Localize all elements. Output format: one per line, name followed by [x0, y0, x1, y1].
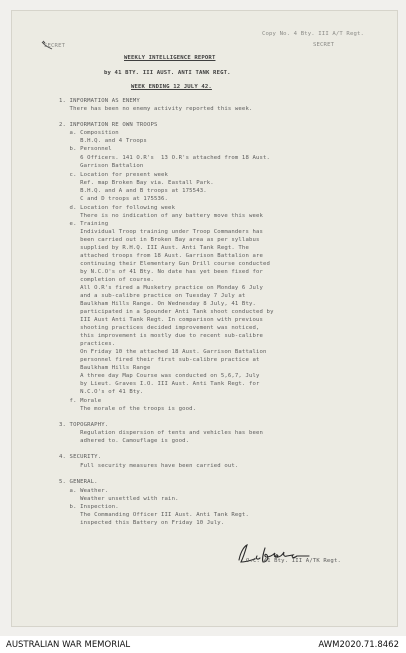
body-line: and a sub-calibre practice on Tuesday 7 July at — [59, 293, 246, 299]
body-line: Regulation dispersion of tents and vehicles has been — [59, 430, 264, 436]
body-line: attached troops from 18 Aust. Garrison Battalion are — [59, 253, 264, 259]
body-line: a. Weather. — [59, 488, 109, 494]
body-line: The morale of the troops is good. — [59, 406, 197, 412]
classification-right: SECRET — [313, 42, 335, 48]
classification-left: SECRET — [44, 43, 66, 49]
body-line: There has been no enemy activity reported this week. — [59, 106, 253, 112]
report-text — [11, 10, 398, 627]
section-heading: 1. INFORMATION AS ENEMY — [59, 98, 140, 104]
body-line: On Friday 10 the attached 18 Aust. Garrison Battalion — [59, 349, 267, 355]
body-line: III Aust Anti Tank Regt. In comparison with previous — [59, 317, 264, 323]
handwritten-signature — [231, 540, 341, 570]
report-unit: by 41 BTY. III AUST. ANTI TANK REGT. — [104, 70, 231, 76]
body-line: by Lieut. Graves I.O. III Aust. Anti Tank Regt. for — [59, 381, 260, 387]
week-ending: WEEK ENDING 12 JULY 42. — [131, 84, 212, 90]
body-line: 6 Officers. 141 O.R's 13 O.R's attached from 18 Aust. — [59, 155, 271, 161]
report-title: WEEKLY INTELLIGENCE REPORT — [124, 55, 216, 61]
section-heading: 4. SECURITY. — [59, 454, 102, 460]
body-line: Full security measures have been carried out. — [59, 463, 239, 469]
body-line: B.H.Q. and 4 Troops — [59, 138, 147, 144]
body-line: practices. — [59, 341, 116, 347]
body-line: c. Location for present week — [59, 172, 169, 178]
body-line: adhered to. Camouflage is good. — [59, 438, 190, 444]
body-line: Individual Troop training under Troop Commanders has — [59, 229, 264, 235]
body-line: Weather unsettled with rain. — [59, 496, 179, 502]
copy-reference: Copy No. 4 Bty. III A/T Regt. — [262, 31, 365, 37]
archive-footer — [0, 636, 406, 653]
body-line: d. Location for following week — [59, 205, 176, 211]
body-line: supplied by R.H.Q. III Aust. Anti Tank Regt. The — [59, 245, 249, 251]
body-line: f. Morale — [59, 398, 102, 404]
body-line: completion of course. — [59, 277, 154, 283]
body-line: shooting practices decided improvement was noticed, — [59, 325, 260, 331]
section-heading: 2. INFORMATION RE OWN TROOPS — [59, 122, 158, 128]
body-line: been carried out in Broken Bay area as per syllabus — [59, 237, 260, 243]
section-heading: 3. TOPOGRAPHY. — [59, 422, 109, 428]
document-sheet — [11, 10, 398, 627]
body-line: e. Training — [59, 221, 109, 227]
body-line: A three day Map Course was conducted on 5,6,7, July — [59, 373, 260, 379]
body-line: Baulkham Hills Range — [59, 365, 151, 371]
section-heading: 5. GENERAL. — [59, 479, 98, 485]
body-line: N.C.O's of 41 Bty. — [59, 389, 144, 395]
body-line: Baulkham Hills Range. On Wednesday 8 July, 41 Bty. — [59, 301, 256, 307]
archive-name: AUSTRALIAN WAR MEMORIAL — [6, 640, 131, 650]
body-line: continuing their Elementary Gun Drill course conducted — [59, 261, 271, 267]
body-line: participated in a Spounder Anti Tank shoot conducted by — [59, 309, 274, 315]
body-line: this improvement is mostly due to recent sub-calibre — [59, 333, 264, 339]
body-line: B.H.Q. and A and B troops at 175543. — [59, 188, 207, 194]
body-line: a. Composition — [59, 130, 119, 136]
body-line: b. Inspection. — [59, 504, 119, 510]
body-line: Garrison Battalion — [59, 163, 144, 169]
body-line: personnel fired their first sub-calibre practice at — [59, 357, 260, 363]
body-line: Ref. map Broken Bay via. Eastall Park. — [59, 180, 214, 186]
body-line: b. Personnel — [59, 146, 112, 152]
body-line: C and D troops at 175536. — [59, 196, 169, 202]
body-line: All O.R's fired a Musketry practice on Monday 6 July — [59, 285, 264, 291]
body-line: The Commanding Officer III Aust. Anti Tank Regt. — [59, 512, 249, 518]
body-line: inspected this Battery on Friday 10 July. — [59, 520, 225, 526]
signatory-title: O.C. 41 Bty. III A/TK Regt. — [246, 558, 341, 564]
body-line: by N.C.O's of 41 Bty. No date has yet been fixed for — [59, 269, 264, 275]
body-line: There is no indication of any battery move this week — [59, 213, 264, 219]
archive-reference: AWM2020.71.8462 — [318, 640, 399, 650]
